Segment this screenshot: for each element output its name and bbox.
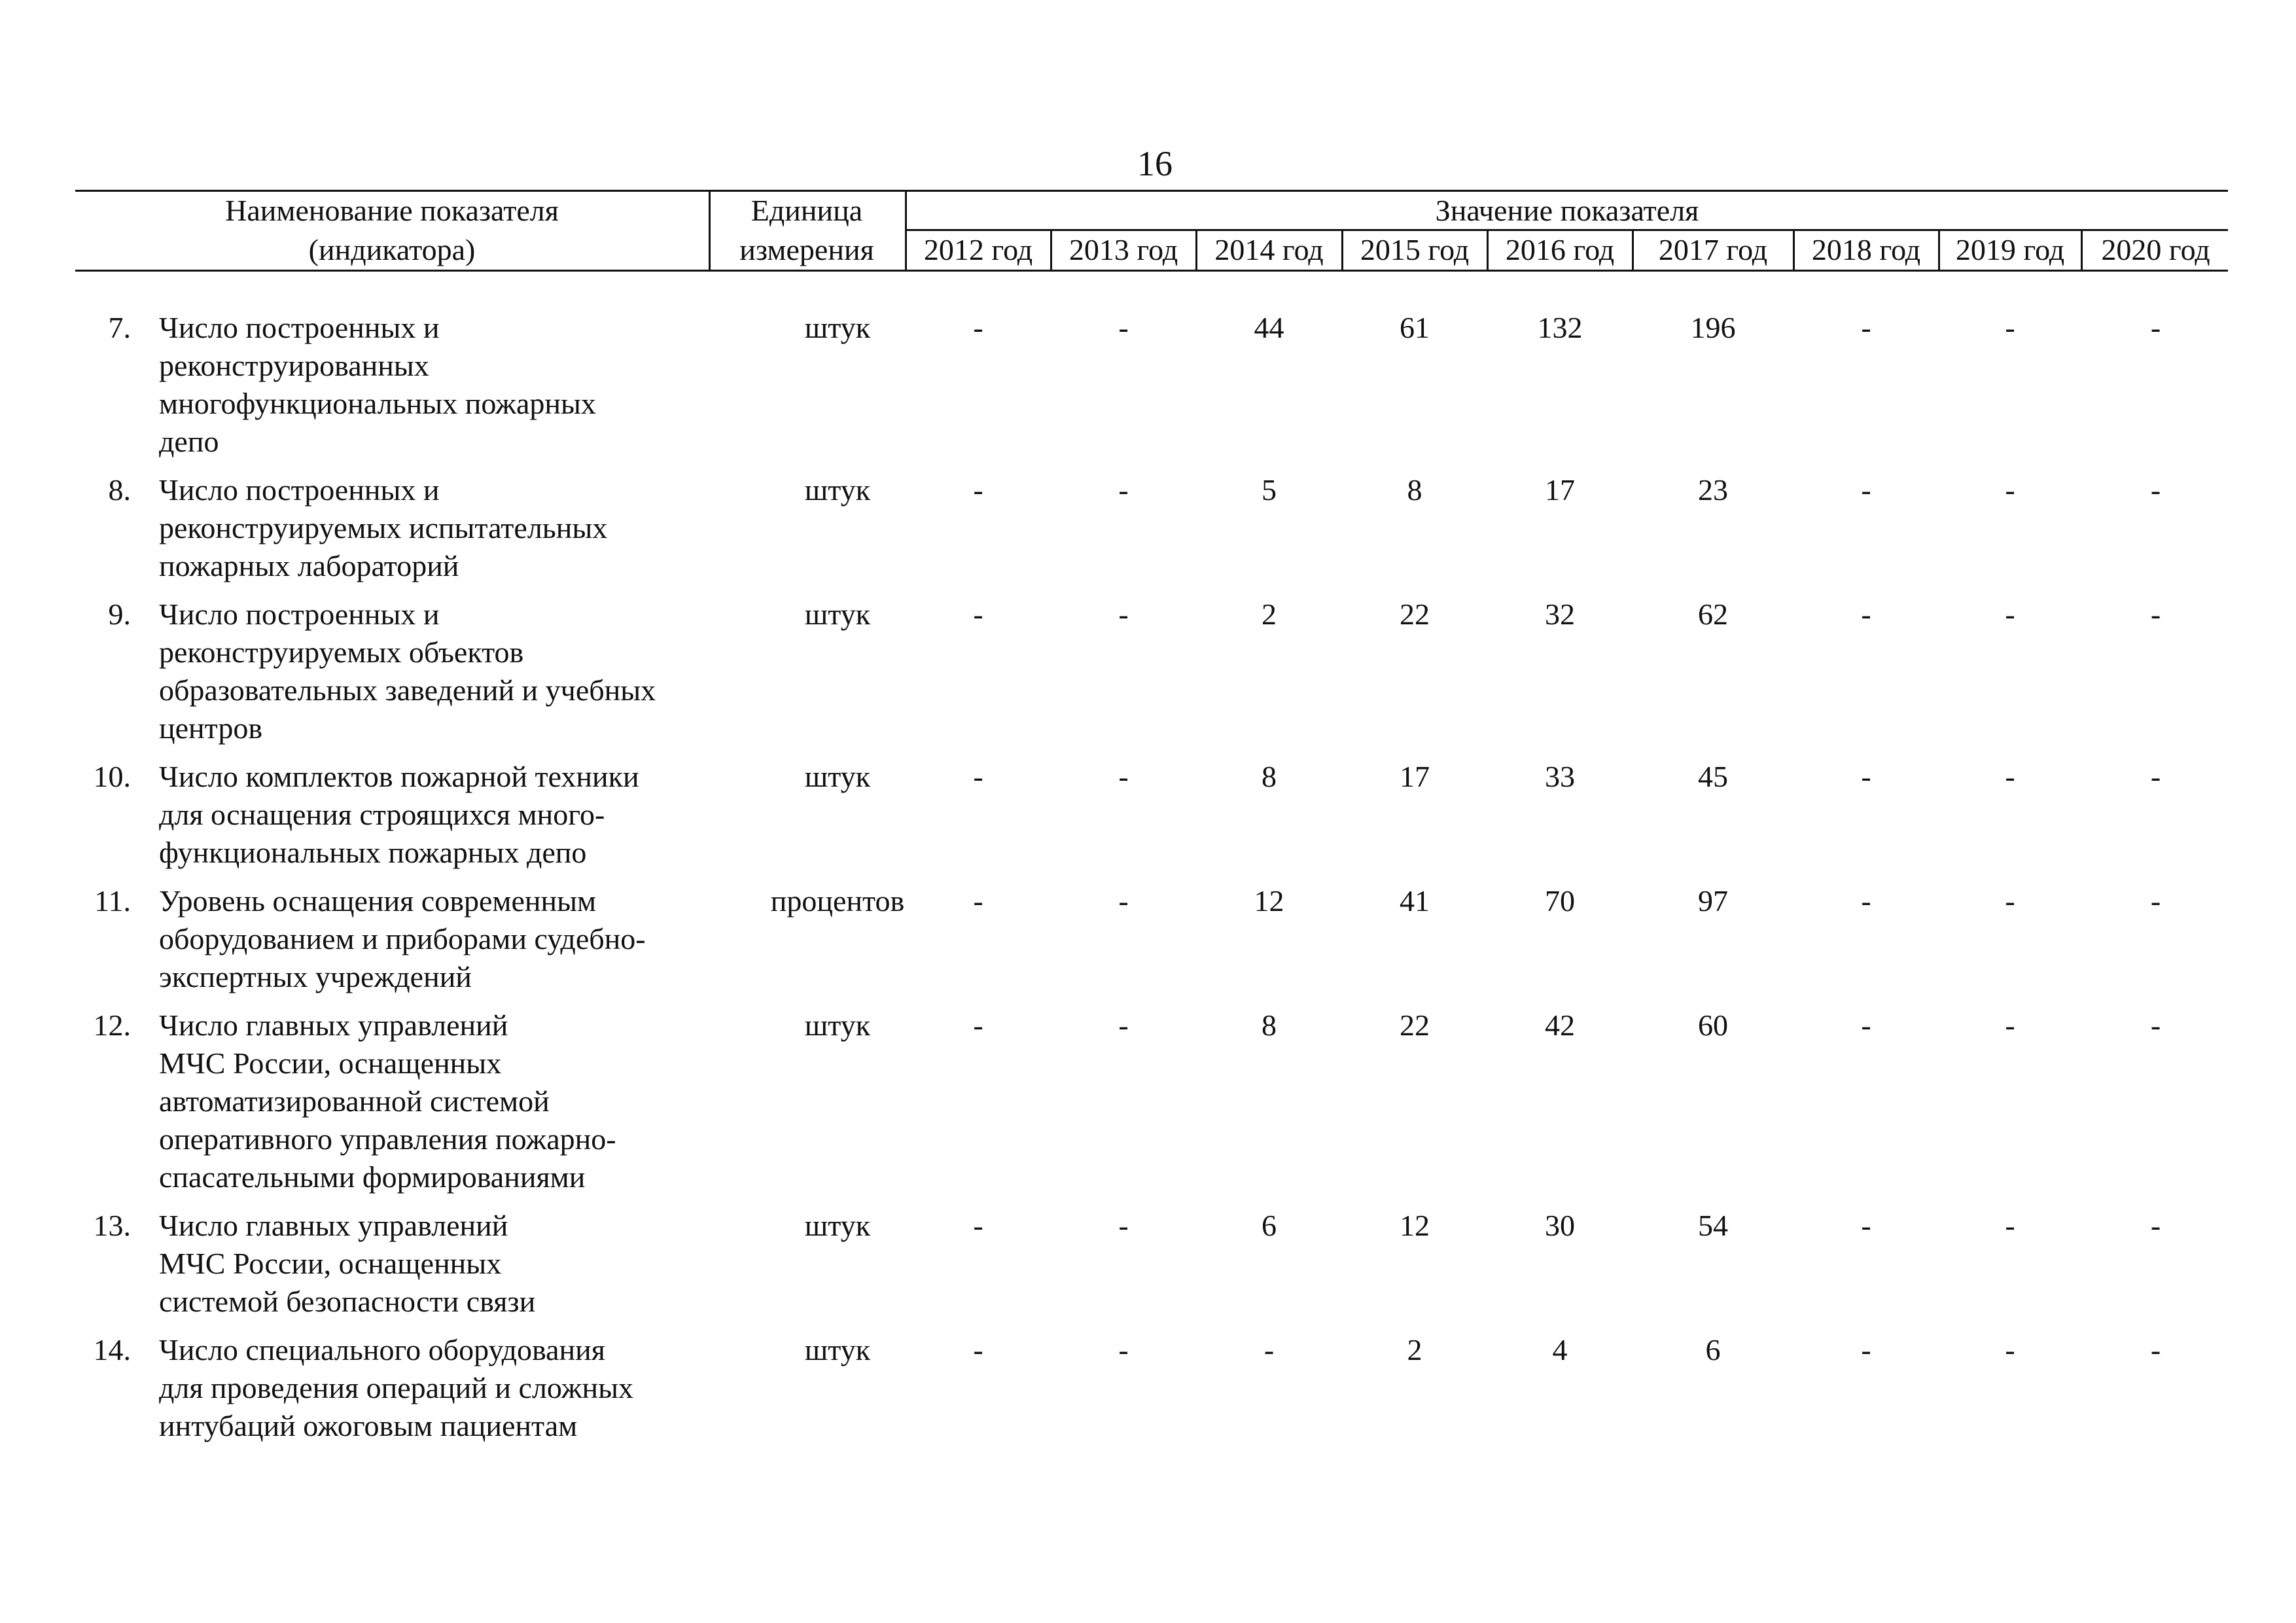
- value-cell: 8: [1262, 760, 1277, 793]
- value-cell: -: [2150, 1209, 2161, 1242]
- value-cell: -: [973, 1008, 983, 1042]
- header-year: 2015 год: [1360, 233, 1470, 266]
- value-cell: 132: [1537, 311, 1583, 344]
- value-cell: 2: [1407, 1333, 1422, 1366]
- indicator-name-line: оперативного управления пожарно-: [159, 1122, 616, 1156]
- table-row: [0, 1207, 2296, 1321]
- value-cell: -: [1861, 473, 1871, 507]
- indicator-name-line: МЧС России, оснащенных: [159, 1247, 502, 1280]
- value-cell: 41: [1400, 884, 1430, 918]
- value-cell: -: [2150, 760, 2161, 793]
- header-name-line2: (индикатора): [308, 233, 476, 266]
- unit-cell: штук: [804, 1333, 871, 1366]
- value-cell: -: [2005, 311, 2015, 344]
- value-cell: -: [2005, 597, 2015, 631]
- indicator-name-line: экспертных учреждений: [159, 960, 472, 993]
- indicator-name-line: Число главных управлений: [159, 1008, 508, 1042]
- indicator-name-line: центров: [159, 711, 263, 745]
- value-cell: 33: [1545, 760, 1575, 793]
- indicator-name-line: Число построенных и: [159, 473, 440, 507]
- indicator-name-line: Уровень оснащения современным: [159, 884, 597, 918]
- value-cell: -: [1861, 1008, 1871, 1042]
- value-cell: -: [2005, 760, 2015, 793]
- indicator-name-line: депо: [159, 425, 219, 458]
- value-cell: 6: [1705, 1333, 1721, 1366]
- value-cell: -: [1118, 473, 1129, 507]
- table-row: [0, 309, 2296, 461]
- table-row: [0, 471, 2296, 585]
- value-cell: -: [2150, 1008, 2161, 1042]
- row-number: 12.: [93, 1008, 131, 1042]
- row-number: 13.: [93, 1209, 131, 1242]
- value-cell: -: [973, 1333, 983, 1366]
- indicator-name-line: Число комплектов пожарной техники: [159, 760, 639, 793]
- header-unit-line1: Единица: [751, 194, 863, 227]
- value-cell: 8: [1407, 473, 1422, 507]
- value-cell: -: [1861, 597, 1871, 631]
- table-row: [0, 1331, 2296, 1445]
- value-cell: 2: [1262, 597, 1277, 631]
- indicator-name-line: системой безопасности связи: [159, 1285, 536, 1318]
- indicator-name-line: интубаций ожоговым пациентам: [159, 1409, 578, 1442]
- indicator-name: [159, 596, 722, 747]
- value-cell: -: [2150, 311, 2161, 344]
- table-row: [0, 882, 2296, 996]
- value-cell: 32: [1545, 597, 1575, 631]
- value-cell: -: [973, 760, 983, 793]
- value-cell: 61: [1400, 311, 1430, 344]
- value-cell: 22: [1400, 597, 1430, 631]
- header-year: 2017 год: [1658, 233, 1768, 266]
- header-bottom-rule: [75, 270, 2228, 272]
- indicator-name-line: Число специального оборудования: [159, 1333, 605, 1366]
- indicator-name-line: реконструированных: [159, 349, 429, 382]
- value-cell: -: [2150, 597, 2161, 631]
- value-cell: -: [973, 597, 983, 631]
- value-cell: 12: [1400, 1209, 1430, 1242]
- value-cell: -: [2150, 1333, 2161, 1366]
- header-year: 2016 год: [1505, 233, 1615, 266]
- value-cell: 97: [1698, 884, 1728, 918]
- value-cell: -: [973, 473, 983, 507]
- unit-cell: штук: [804, 760, 871, 793]
- header-year: 2019 год: [1955, 233, 2065, 266]
- row-number: 7.: [108, 311, 131, 344]
- value-cell: 17: [1545, 473, 1575, 507]
- indicator-name-line: реконструируемых испытательных: [159, 511, 608, 544]
- table-row: [0, 758, 2296, 872]
- value-cell: 22: [1400, 1008, 1430, 1042]
- indicator-name-line: Число построенных и: [159, 311, 440, 344]
- page-number: 16: [1137, 144, 1173, 183]
- value-cell: -: [1861, 311, 1871, 344]
- header-year: 2020 год: [2101, 233, 2210, 266]
- value-cell: 17: [1400, 760, 1430, 793]
- value-cell: -: [1118, 760, 1129, 793]
- header-year: 2013 год: [1069, 233, 1178, 266]
- unit-cell: штук: [804, 311, 871, 344]
- unit-cell: штук: [804, 597, 871, 631]
- value-cell: 42: [1545, 1008, 1575, 1042]
- indicator-name: [159, 758, 722, 872]
- value-cell: -: [1118, 1008, 1129, 1042]
- header-unit-line2: измерения: [739, 233, 874, 266]
- row-number: 9.: [108, 597, 131, 631]
- unit-cell: штук: [804, 473, 871, 507]
- indicator-name-line: Число главных управлений: [159, 1209, 508, 1242]
- table-row: [0, 596, 2296, 747]
- value-cell: -: [1861, 1209, 1871, 1242]
- row-number: 10.: [93, 760, 131, 793]
- indicator-name-line: пожарных лабораторий: [159, 549, 459, 582]
- indicator-name: [159, 1331, 722, 1445]
- value-cell: -: [973, 311, 983, 344]
- indicator-name-line: функциональных пожарных депо: [159, 836, 587, 869]
- value-cell: -: [2150, 473, 2161, 507]
- header-year: 2012 год: [923, 233, 1033, 266]
- value-cell: -: [2005, 1209, 2015, 1242]
- indicator-name-line: многофункциональных пожарных: [159, 387, 596, 420]
- value-cell: 62: [1698, 597, 1728, 631]
- indicator-name-line: реконструируемых объектов: [159, 635, 524, 669]
- value-cell: 23: [1698, 473, 1728, 507]
- indicator-name: [159, 1207, 722, 1321]
- value-cell: -: [1861, 760, 1871, 793]
- indicator-name-line: автоматизированной системой: [159, 1084, 550, 1118]
- value-cell: 60: [1698, 1008, 1728, 1042]
- value-cell: -: [2005, 473, 2015, 507]
- value-cell: -: [973, 1209, 983, 1242]
- value-cell: 6: [1262, 1209, 1277, 1242]
- row-number: 14.: [93, 1333, 131, 1366]
- value-cell: 70: [1545, 884, 1575, 918]
- indicator-name-line: образовательных заведений и учебных: [159, 673, 656, 707]
- value-cell: 12: [1254, 884, 1284, 918]
- indicator-name-line: спасательными формированиями: [159, 1160, 586, 1194]
- value-cell: -: [1861, 884, 1871, 918]
- indicator-name-line: МЧС России, оснащенных: [159, 1046, 502, 1080]
- indicator-name-line: для проведения операций и сложных: [159, 1371, 634, 1404]
- value-cell: -: [1118, 884, 1129, 918]
- indicator-name: [159, 309, 722, 461]
- indicator-name-line: Число построенных и: [159, 597, 440, 631]
- indicator-name: [159, 882, 722, 996]
- value-cell: -: [2005, 884, 2015, 918]
- value-cell: 45: [1698, 760, 1728, 793]
- header-year: 2018 год: [1811, 233, 1921, 266]
- value-cell: -: [2150, 884, 2161, 918]
- value-cell: -: [973, 884, 983, 918]
- header-year: 2014 год: [1214, 233, 1324, 266]
- indicator-name: [159, 471, 722, 585]
- value-cell: 30: [1545, 1209, 1575, 1242]
- value-cell: -: [1118, 1209, 1129, 1242]
- value-cell: -: [1263, 1333, 1275, 1366]
- header-name-line1: Наименование показателя: [225, 194, 559, 227]
- value-cell: -: [1861, 1333, 1871, 1366]
- value-cell: -: [2005, 1008, 2015, 1042]
- row-number: 8.: [108, 473, 131, 507]
- value-cell: 44: [1254, 311, 1284, 344]
- unit-cell: штук: [804, 1008, 871, 1042]
- value-cell: -: [2005, 1333, 2015, 1366]
- indicator-name-line: оборудованием и приборами судебно-: [159, 922, 646, 955]
- value-cell: -: [1118, 597, 1129, 631]
- header-values-title: Значение показателя: [1435, 194, 1699, 227]
- value-cell: 8: [1262, 1008, 1277, 1042]
- value-cell: 196: [1690, 311, 1736, 344]
- value-cell: 54: [1698, 1209, 1728, 1242]
- unit-cell: штук: [804, 1209, 871, 1242]
- row-number: 11.: [94, 884, 131, 918]
- value-cell: 4: [1552, 1333, 1568, 1366]
- unit-cell: процентов: [770, 884, 905, 918]
- indicator-name: [159, 1007, 722, 1196]
- value-cell: -: [1118, 311, 1129, 344]
- indicator-name-line: для оснащения строящихся много-: [159, 798, 605, 831]
- value-cell: 5: [1262, 473, 1277, 507]
- table-row: [0, 1007, 2296, 1196]
- value-cell: -: [1118, 1333, 1129, 1366]
